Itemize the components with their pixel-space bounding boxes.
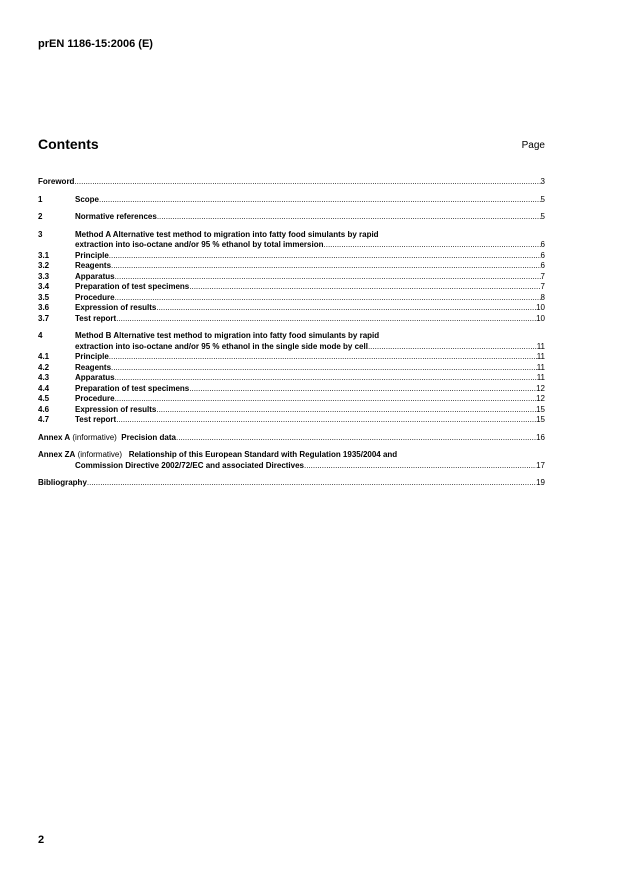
dot-leader — [116, 314, 536, 325]
annex-type: (informative) — [77, 450, 123, 459]
toc-number: 4.4 — [38, 383, 50, 393]
annex-type: (informative) — [72, 432, 117, 442]
toc-title: Reagents — [75, 261, 112, 270]
toc-title: Procedure — [75, 394, 115, 403]
toc-title: Expression of results — [75, 303, 157, 312]
dot-leader — [176, 433, 536, 444]
dot-leader — [324, 240, 541, 251]
dot-leader — [109, 352, 537, 363]
toc-title: Principle — [75, 250, 109, 260]
dot-leader — [157, 212, 541, 223]
toc-page: 10 — [536, 303, 545, 312]
toc-number: 3.5 — [38, 292, 50, 302]
toc-title: Expression of results — [75, 404, 157, 414]
toc-title: Bibliography — [38, 478, 87, 487]
toc-entry[interactable] — [38, 314, 545, 325]
toc-number: 3.7 — [38, 313, 50, 323]
toc-entry[interactable] — [38, 261, 545, 272]
dot-leader — [304, 461, 536, 472]
toc-page: 7 — [540, 271, 545, 281]
toc-number: 2 — [38, 212, 43, 221]
toc-entry-foreword[interactable] — [38, 177, 545, 188]
toc-page: 8 — [540, 292, 545, 302]
toc-entry-scope[interactable] — [38, 195, 545, 206]
toc-entry[interactable] — [38, 272, 545, 283]
toc-title: extraction into iso-octane and/or 95 % ethanol in the single side mode by cell — [75, 341, 368, 351]
toc-entry[interactable] — [38, 373, 545, 384]
toc-entry-annex-a[interactable] — [38, 433, 545, 444]
table-of-contents — [38, 177, 545, 489]
page-column-label: Page — [521, 140, 545, 151]
toc-entry-normative-references[interactable] — [38, 212, 545, 223]
toc-title: extraction into iso-octane and/or 95 % ethanol by total immersion — [75, 240, 324, 249]
toc-page: 15 — [536, 415, 545, 424]
toc-entry-section-3-cont[interactable] — [38, 240, 545, 251]
toc-number: 4.7 — [38, 415, 50, 424]
dot-leader — [115, 293, 541, 304]
dot-leader — [111, 363, 537, 374]
annex-label: Annex ZA — [38, 450, 76, 459]
dot-leader — [111, 261, 541, 272]
annex-label: Annex A — [38, 432, 71, 442]
toc-entry[interactable] — [38, 251, 545, 262]
toc-entry[interactable] — [38, 384, 545, 395]
toc-title: Preparation of test specimens — [75, 383, 190, 393]
toc-page: 6 — [540, 261, 545, 270]
dot-leader — [115, 272, 541, 283]
toc-title: Method B Alternative test method to migration into fatty food simulants by rapid — [75, 331, 380, 340]
toc-title: Foreword — [38, 177, 75, 186]
toc-number: 4 — [38, 331, 43, 340]
toc-page: 6 — [540, 240, 545, 249]
toc-title: Precision data — [121, 432, 176, 442]
toc-page: 12 — [536, 383, 545, 393]
toc-entry-bibliography[interactable] — [38, 478, 545, 489]
toc-page: 3 — [540, 177, 545, 186]
toc-page: 16 — [536, 432, 545, 442]
contents-title: Contents — [38, 136, 99, 152]
toc-title: Method A Alternative test method to migration into fatty food simulants by rapid — [75, 229, 379, 239]
toc-title: Commission Directive 2002/72/EC and associated Directives — [75, 460, 304, 470]
toc-title: Test report — [75, 313, 117, 323]
toc-number: 4.5 — [38, 394, 50, 403]
toc-title: Scope — [75, 194, 100, 204]
toc-entry[interactable] — [38, 352, 545, 363]
toc-page: 11 — [536, 373, 545, 382]
toc-title: Normative references — [75, 212, 157, 221]
toc-entry[interactable] — [38, 405, 545, 416]
toc-title: Preparation of test specimens — [75, 282, 190, 291]
toc-page: 5 — [540, 194, 545, 204]
toc-entry[interactable] — [38, 363, 545, 374]
dot-leader — [109, 251, 541, 262]
toc-entry-section-3[interactable] — [38, 230, 545, 241]
toc-number: 3.4 — [38, 282, 50, 291]
toc-number: 4.6 — [38, 404, 50, 414]
toc-title: Test report — [75, 415, 117, 424]
toc-page: 11 — [536, 362, 545, 372]
toc-entry[interactable] — [38, 415, 545, 426]
dot-leader — [156, 405, 536, 416]
toc-entry-annex-za[interactable] — [38, 450, 545, 461]
toc-entry[interactable] — [38, 293, 545, 304]
toc-number: 4.1 — [38, 352, 50, 361]
page-number: 2 — [38, 834, 45, 846]
dot-leader — [115, 373, 537, 384]
dot-leader — [87, 478, 536, 489]
toc-page: 17 — [536, 460, 545, 470]
toc-page: 6 — [540, 250, 545, 260]
toc-entry[interactable] — [38, 282, 545, 293]
toc-page: 19 — [536, 478, 545, 487]
toc-number: 4.2 — [38, 362, 50, 372]
toc-page: 10 — [536, 313, 545, 323]
toc-entry[interactable] — [38, 394, 545, 405]
toc-page: 7 — [540, 282, 545, 291]
toc-number: 3.6 — [38, 303, 50, 312]
toc-number: 3.1 — [38, 250, 50, 260]
toc-entry[interactable] — [38, 303, 545, 314]
toc-number: 4.3 — [38, 373, 50, 382]
toc-page: 12 — [536, 394, 545, 403]
toc-page: 11 — [536, 352, 545, 361]
toc-page: 11 — [536, 341, 545, 351]
toc-entry-section-4-cont[interactable] — [38, 342, 545, 353]
toc-title: Relationship of this European Standard with Regulation 1935/2004 and — [128, 450, 398, 459]
dot-leader — [74, 177, 540, 188]
toc-page: 5 — [540, 212, 545, 221]
dot-leader — [156, 303, 536, 314]
toc-entry-annex-za-cont[interactable] — [38, 461, 545, 472]
toc-number: 3.3 — [38, 271, 50, 281]
dot-leader — [116, 415, 536, 426]
dot-leader — [115, 394, 537, 405]
document-id: prEN 1186-15:2006 (E) — [38, 38, 153, 50]
toc-title: Apparatus — [75, 271, 115, 281]
toc-title: Principle — [75, 352, 109, 361]
toc-title: Apparatus — [75, 373, 115, 382]
toc-title: Reagents — [75, 362, 112, 372]
dot-leader — [368, 342, 537, 353]
dot-leader — [99, 195, 541, 206]
toc-number: 3 — [38, 229, 43, 239]
toc-number: 3.2 — [38, 261, 50, 270]
toc-page: 15 — [536, 404, 545, 414]
toc-entry-section-4[interactable] — [38, 331, 545, 342]
toc-number: 1 — [38, 194, 43, 204]
dot-leader — [189, 384, 536, 395]
toc-title: Procedure — [75, 292, 115, 302]
dot-leader — [189, 282, 540, 293]
